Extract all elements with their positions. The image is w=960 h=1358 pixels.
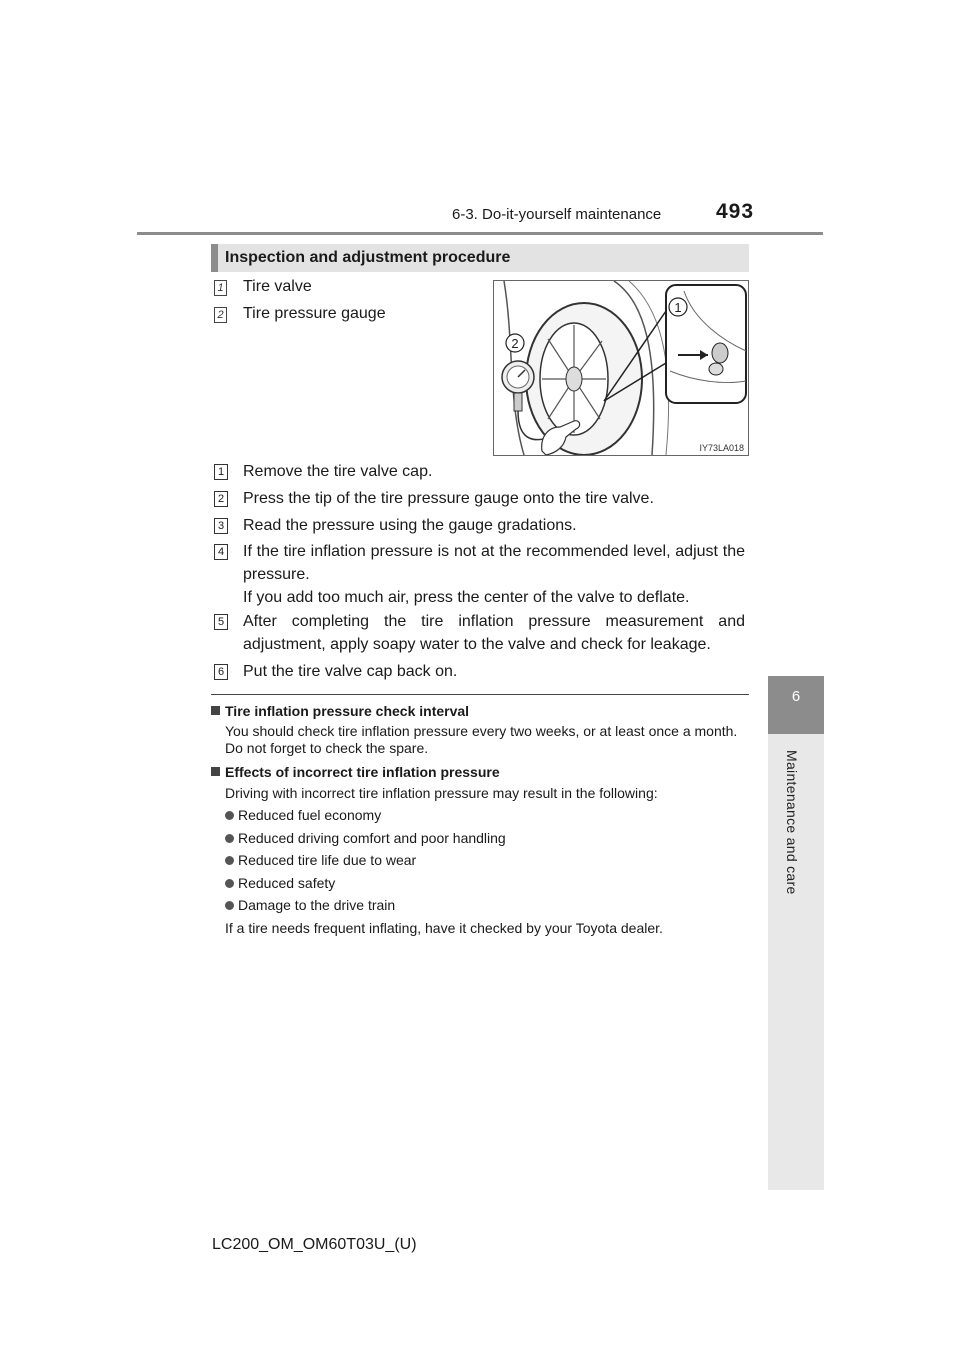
step-text-1: Remove the tire valve cap.	[243, 463, 433, 480]
callout-marker-1: 1	[214, 280, 227, 296]
bullet-dot-icon	[225, 811, 234, 820]
list-item: Reduced driving comfort and poor handling	[225, 830, 506, 846]
square-bullet-icon	[211, 706, 220, 715]
list-item: Reduced safety	[225, 875, 335, 891]
section-title: Inspection and adjustment procedure	[225, 249, 511, 266]
step-text-5: After completing the tire inflation pressure measurement and adjustment, apply soapy water to the valve and check for leakage.	[243, 613, 745, 653]
step-text-4: If the tire inflation pressure is not at the recommended level, adjust the pressure.	[243, 543, 745, 583]
callout-label-1: Tire valve	[243, 278, 312, 295]
callout-label-2: Tire pressure gauge	[243, 305, 386, 322]
step-text-6: Put the tire valve cap back on.	[243, 663, 458, 680]
effects-outro: If a tire needs frequent inflating, have it checked by your Toyota dealer.	[225, 920, 663, 936]
section-breadcrumb: 6-3. Do-it-yourself maintenance	[452, 206, 662, 223]
tire-gauge-illustration	[493, 280, 749, 456]
step-marker-1: 1	[214, 464, 228, 480]
document-code: LC200_OM_OM60T03U_(U)	[212, 1236, 417, 1253]
notes-divider	[211, 694, 749, 695]
tire-illustration-svg	[494, 281, 748, 455]
effects-intro: Driving with incorrect tire inflation pressure may result in the following:	[225, 785, 658, 801]
effects-heading	[211, 764, 500, 780]
illustration-marker-2: 2	[511, 336, 519, 351]
header-rule	[137, 232, 823, 235]
chapter-side-label-box	[768, 734, 824, 1190]
page-number: 493	[716, 200, 755, 223]
interval-body: You should check tire inflation pressure every two weeks, or at least once a month. Do not forget to check the spare.	[225, 723, 738, 756]
step-marker-2: 2	[214, 491, 228, 507]
step-text-4-extra: If you add too much air, press the center of the valve to deflate.	[243, 589, 690, 606]
step-marker-4: 4	[214, 544, 228, 560]
chapter-number: 6	[791, 688, 801, 705]
callout-marker-2: 2	[214, 307, 227, 323]
bullet-dot-icon	[225, 856, 234, 865]
step-marker-6: 6	[214, 664, 228, 680]
square-bullet-icon	[211, 767, 220, 776]
bullet-dot-icon	[225, 834, 234, 843]
step-marker-5: 5	[214, 614, 228, 630]
bullet-dot-icon	[225, 879, 234, 888]
bullet-dot-icon	[225, 901, 234, 910]
interval-heading	[211, 703, 469, 719]
step-text-2: Press the tip of the tire pressure gauge onto the tire valve.	[243, 490, 654, 507]
list-item: Damage to the drive train	[225, 897, 395, 913]
list-item: Reduced tire life due to wear	[225, 852, 416, 868]
illustration-code: IY73LA018	[699, 443, 744, 453]
chapter-label: Maintenance and care	[784, 750, 800, 895]
step-text-3: Read the pressure using the gauge gradations.	[243, 517, 577, 534]
list-item: Reduced fuel economy	[225, 807, 381, 823]
effects-title: Effects of incorrect tire inflation pressure	[225, 764, 500, 780]
chapter-tab[interactable]	[768, 676, 824, 734]
step-marker-3: 3	[214, 518, 228, 534]
illustration-marker-1: 1	[674, 300, 682, 315]
interval-title: Tire inflation pressure check interval	[225, 703, 470, 719]
section-heading	[211, 244, 749, 272]
